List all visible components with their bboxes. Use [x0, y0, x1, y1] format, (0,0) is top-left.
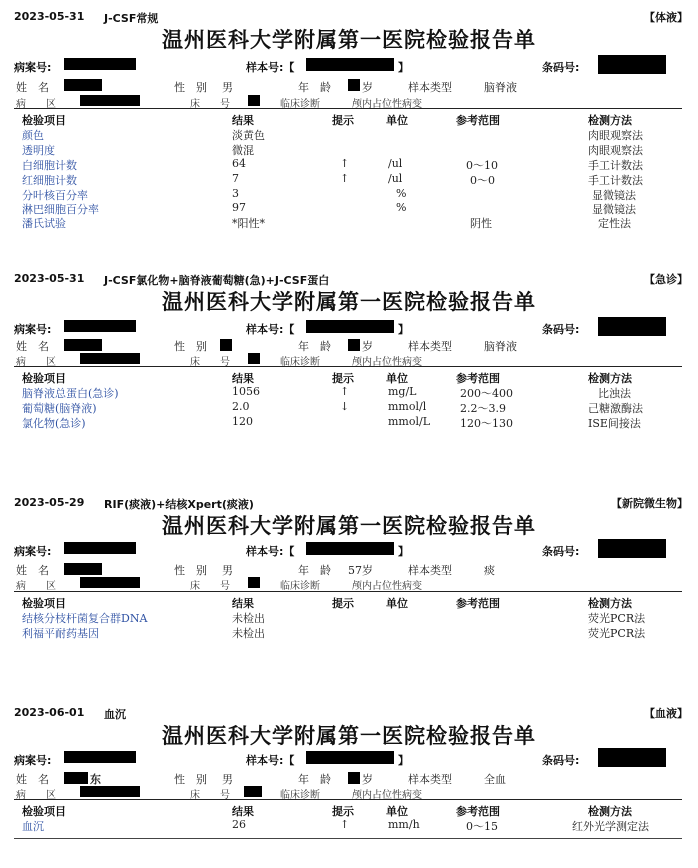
redacted-bed: [248, 95, 260, 106]
row-item: 红细胞计数: [22, 174, 77, 187]
record-no-label: 病案号:: [14, 545, 52, 558]
row-method: 手工计数法: [588, 174, 643, 187]
report-3: [0, 486, 698, 646]
redacted-age: [348, 79, 360, 91]
sex-value: 男: [222, 773, 233, 786]
col-unit-header: 单位: [386, 805, 408, 818]
sex-value: 男: [222, 81, 233, 94]
row-result: 未检出: [232, 627, 265, 640]
row-result: 120: [232, 415, 253, 428]
category-badge: 【新院微生物】: [611, 497, 688, 510]
row-method: 荧光PCR法: [588, 627, 646, 640]
row-item: 颜色: [22, 129, 44, 142]
diagnosis-value: 颅内占位性病变: [352, 99, 422, 110]
sample-no-label: 样本号:【: [246, 545, 295, 558]
row-unit: mm/h: [388, 818, 420, 831]
row-result: 26: [232, 818, 246, 831]
ward-label: 病 区: [16, 357, 56, 368]
age-value: 岁: [362, 340, 373, 353]
row-result: 微混: [232, 144, 254, 157]
bed-label: 床 号: [190, 790, 230, 801]
col-method-header: 检测方法: [588, 805, 632, 818]
barcode-label: 条码号:: [542, 61, 580, 74]
sample-no-label: 样本号:【: [246, 754, 295, 767]
redacted-sample-no: [306, 542, 394, 555]
col-unit-header: 单位: [386, 114, 408, 127]
row-method: 显微镜法: [592, 189, 636, 202]
redacted-sample-no: [306, 751, 394, 764]
sample-type-label: 样本类型: [408, 81, 452, 94]
diagnosis-label: 临床诊断: [280, 790, 320, 801]
row-unit: %: [396, 187, 407, 200]
category-badge: 【急诊】: [644, 273, 688, 286]
redacted-bed: [244, 786, 262, 797]
redacted-barcode: [598, 539, 666, 558]
col-result-header: 结果: [232, 114, 254, 127]
divider: [14, 108, 682, 109]
name-label: 姓 名: [16, 81, 49, 94]
col-range-header: 参考范围: [456, 114, 500, 127]
row-range: 200～400: [460, 387, 513, 400]
test-name: J-CSF氯化物+脑脊液葡萄糖(急)+J-CSF蛋白: [104, 274, 330, 287]
name-label: 姓 名: [16, 340, 49, 353]
test-name: 血沉: [104, 708, 126, 721]
row-method: 肉眼观察法: [588, 129, 643, 142]
report-date: 2023-06-01: [14, 706, 85, 719]
row-result: 97: [232, 201, 246, 214]
diagnosis-value: 颅内占位性病变: [352, 790, 422, 801]
col-result-header: 结果: [232, 805, 254, 818]
row-item: 利福平耐药基因: [22, 627, 99, 640]
bed-label: 床 号: [190, 99, 230, 110]
redacted-name: [64, 79, 102, 91]
row-unit: mmol/l: [388, 400, 427, 413]
col-hint-header: 提示: [332, 372, 354, 385]
report-1: [0, 0, 698, 240]
redacted-ward: [80, 353, 140, 364]
row-result: 1056: [232, 385, 260, 398]
col-range-header: 参考范围: [456, 597, 500, 610]
sample-type-value: 痰: [484, 564, 495, 577]
col-item-header: 检验项目: [22, 805, 66, 818]
sex-label: 性 别: [174, 773, 207, 786]
row-method: 手工计数法: [588, 159, 643, 172]
row-result: 淡黄色: [232, 129, 265, 142]
redacted-sample-no: [306, 58, 394, 71]
bed-label: 床 号: [190, 581, 230, 592]
redacted-age: [348, 772, 360, 784]
col-range-header: 参考范围: [456, 372, 500, 385]
redacted-ward: [80, 786, 140, 797]
sex-label: 性 别: [174, 81, 207, 94]
sample-no-close: 】: [398, 323, 409, 336]
row-method: 红外光学测定法: [572, 820, 649, 833]
col-result-header: 结果: [232, 372, 254, 385]
col-item-header: 检验项目: [22, 114, 66, 127]
col-method-header: 检测方法: [588, 597, 632, 610]
sample-no-close: 】: [398, 754, 409, 767]
report-title: 温州医科大学附属第一医院检验报告单: [162, 514, 536, 538]
row-method: 己糖激酶法: [588, 402, 643, 415]
row-range: 2.2～3.9: [460, 402, 506, 415]
report-title: 温州医科大学附属第一医院检验报告单: [162, 28, 536, 52]
ward-label: 病 区: [16, 99, 56, 110]
redacted-record-no: [64, 751, 136, 763]
report-title: 温州医科大学附属第一医院检验报告单: [162, 724, 536, 748]
report-date: 2023-05-31: [14, 10, 85, 23]
row-hint: ↑: [340, 157, 350, 170]
test-name: J-CSF常规: [104, 12, 159, 25]
ward-label: 病 区: [16, 790, 56, 801]
row-unit: /ul: [388, 172, 403, 185]
row-item: 潘氏试验: [22, 217, 66, 230]
redacted-barcode: [598, 317, 666, 336]
report-date: 2023-05-31: [14, 272, 85, 285]
diagnosis-label: 临床诊断: [280, 99, 320, 110]
age-value: 岁: [362, 81, 373, 94]
age-label: 年 龄: [298, 564, 331, 577]
record-no-label: 病案号:: [14, 754, 52, 767]
row-result: 2.0: [232, 400, 250, 413]
name-label: 姓 名: [16, 773, 49, 786]
barcode-label: 条码号:: [542, 754, 580, 767]
col-unit-header: 单位: [386, 372, 408, 385]
redacted-name: [64, 772, 88, 784]
divider: [14, 591, 682, 592]
row-result: 7: [232, 172, 239, 185]
ward-label: 病 区: [16, 581, 56, 592]
redacted-record-no: [64, 542, 136, 554]
row-result: 未检出: [232, 612, 265, 625]
col-item-header: 检验项目: [22, 372, 66, 385]
test-name: RIF(痰液)+结核Xpert(痰液): [104, 498, 254, 511]
row-method: 定性法: [598, 217, 631, 230]
sample-type-label: 样本类型: [408, 340, 452, 353]
row-item: 淋巴细胞百分率: [22, 203, 99, 216]
record-no-label: 病案号:: [14, 61, 52, 74]
name-visible-part: 东: [90, 773, 101, 786]
age-label: 年 龄: [298, 81, 331, 94]
col-unit-header: 单位: [386, 597, 408, 610]
row-hint: ↑: [340, 172, 350, 185]
diagnosis-label: 临床诊断: [280, 581, 320, 592]
barcode-label: 条码号:: [542, 323, 580, 336]
row-hint: ↓: [340, 400, 350, 413]
row-item: 葡萄糖(脑脊液): [22, 402, 97, 415]
redacted-sex: [220, 339, 232, 351]
row-unit: /ul: [388, 157, 403, 170]
row-item: 透明度: [22, 144, 55, 157]
sample-no-close: 】: [398, 61, 409, 74]
row-unit: mmol/L: [388, 415, 431, 428]
row-method: 显微镜法: [592, 203, 636, 216]
sample-type-value: 脑脊液: [484, 340, 517, 353]
col-range-header: 参考范围: [456, 805, 500, 818]
sample-type-label: 样本类型: [408, 564, 452, 577]
row-range: 0～0: [470, 174, 495, 187]
divider: [14, 366, 682, 367]
redacted-name: [64, 339, 102, 351]
report-title: 温州医科大学附属第一医院检验报告单: [162, 290, 536, 314]
sex-label: 性 别: [174, 564, 207, 577]
name-label: 姓 名: [16, 564, 49, 577]
row-item: 结核分枝杆菌复合群DNA: [22, 612, 148, 625]
diagnosis-value: 颅内占位性病变: [352, 581, 422, 592]
redacted-record-no: [64, 58, 136, 70]
row-result: 64: [232, 157, 246, 170]
age-label: 年 龄: [298, 773, 331, 786]
row-result: 3: [232, 187, 239, 200]
row-hint: ↑: [340, 385, 350, 398]
sample-no-label: 样本号:【: [246, 323, 295, 336]
row-range: 阴性: [470, 217, 492, 230]
row-method: 比浊法: [598, 387, 631, 400]
report-date: 2023-05-29: [14, 496, 85, 509]
redacted-barcode: [598, 748, 666, 767]
redacted-ward: [80, 95, 140, 106]
barcode-label: 条码号:: [542, 545, 580, 558]
row-method: 荧光PCR法: [588, 612, 646, 625]
diagnosis-label: 临床诊断: [280, 357, 320, 368]
record-no-label: 病案号:: [14, 323, 52, 336]
redacted-bed: [248, 577, 260, 588]
age-value: 岁: [362, 773, 373, 786]
row-hint: ↑: [340, 818, 350, 831]
sample-no-close: 】: [398, 545, 409, 558]
redacted-sample-no: [306, 320, 394, 333]
sex-value: 男: [222, 564, 233, 577]
report-2: [0, 262, 698, 452]
category-badge: 【血液】: [644, 707, 688, 720]
category-badge: 【体液】: [644, 11, 688, 24]
redacted-record-no: [64, 320, 136, 332]
row-item: 脑脊液总蛋白(急诊): [22, 387, 119, 400]
row-range: 120～130: [460, 417, 513, 430]
sample-type-value: 全血: [484, 773, 506, 786]
row-item: 白细胞计数: [22, 159, 77, 172]
redacted-bed: [248, 353, 260, 364]
row-method: 肉眼观察法: [588, 144, 643, 157]
row-item: 血沉: [22, 820, 44, 833]
col-hint-header: 提示: [332, 805, 354, 818]
col-method-header: 检测方法: [588, 114, 632, 127]
redacted-name: [64, 563, 102, 575]
diagnosis-value: 颅内占位性病变: [352, 357, 422, 368]
col-result-header: 结果: [232, 597, 254, 610]
report-4: [0, 696, 698, 868]
col-method-header: 检测方法: [588, 372, 632, 385]
row-range: 0～15: [466, 820, 498, 833]
sample-type-label: 样本类型: [408, 773, 452, 786]
row-unit: %: [396, 201, 407, 214]
sex-label: 性 别: [174, 340, 207, 353]
row-item: 分叶核百分率: [22, 189, 88, 202]
redacted-barcode: [598, 55, 666, 74]
row-unit: mg/L: [388, 385, 417, 398]
age-label: 年 龄: [298, 340, 331, 353]
divider-bottom: [14, 838, 682, 839]
col-hint-header: 提示: [332, 114, 354, 127]
bed-label: 床 号: [190, 357, 230, 368]
age-value: 57岁: [348, 564, 373, 577]
row-range: 0～10: [466, 159, 498, 172]
redacted-age: [348, 339, 360, 351]
row-result: *阳性*: [232, 217, 265, 230]
row-item: 氯化物(急诊): [22, 417, 86, 430]
divider: [14, 799, 682, 800]
sample-no-label: 样本号:【: [246, 61, 295, 74]
row-method: ISE间接法: [588, 417, 641, 430]
col-item-header: 检验项目: [22, 597, 66, 610]
col-hint-header: 提示: [332, 597, 354, 610]
redacted-ward: [80, 577, 140, 588]
sample-type-value: 脑脊液: [484, 81, 517, 94]
